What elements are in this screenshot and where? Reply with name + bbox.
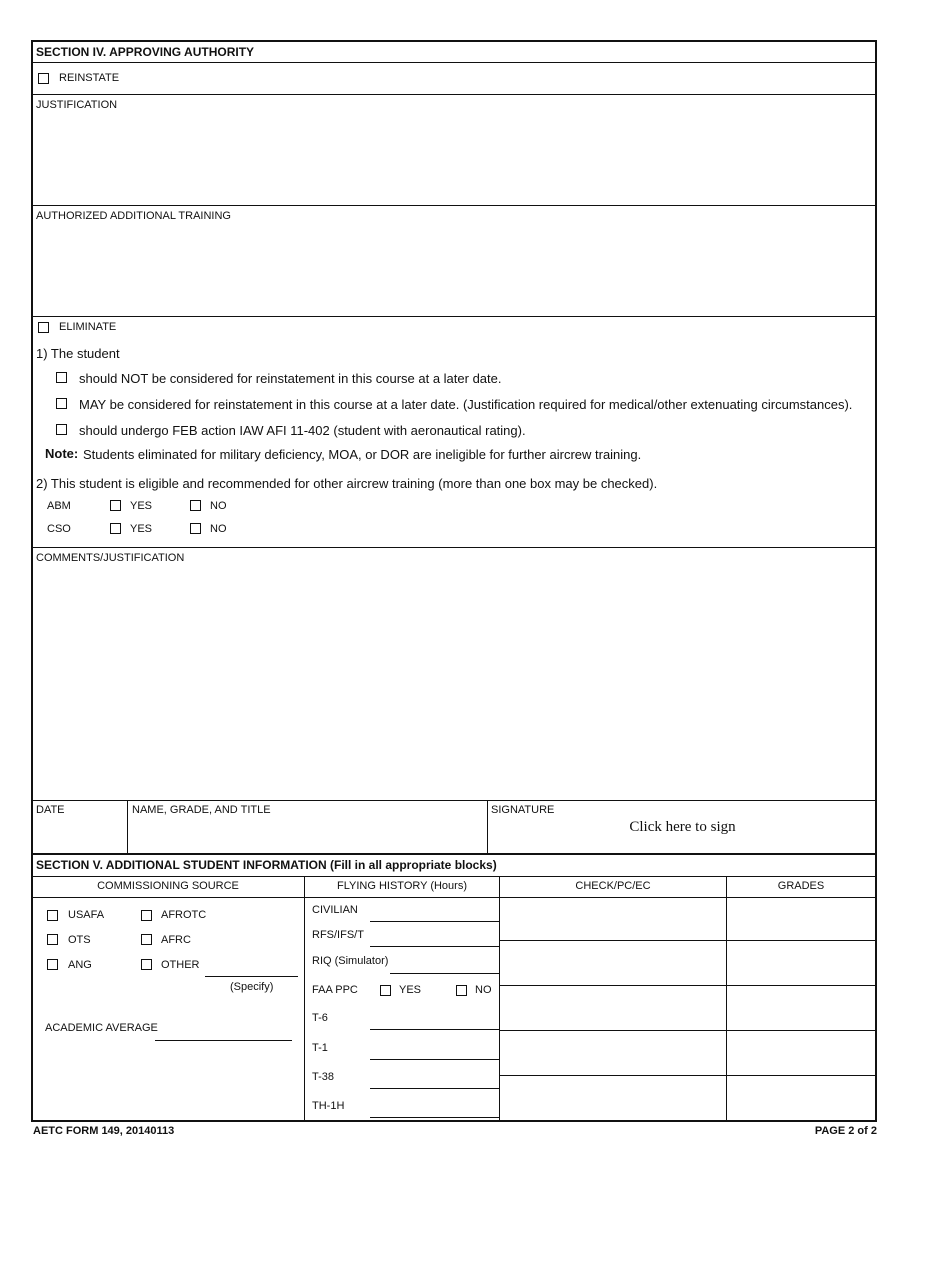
divider	[31, 62, 877, 63]
divider	[31, 94, 877, 95]
faa-ppc-no-checkbox[interactable]	[456, 985, 467, 996]
afrotc-label: AFROTC	[161, 909, 207, 921]
reinstate-label: REINSTATE	[59, 72, 120, 84]
cso-yes-label: YES	[130, 523, 153, 535]
section-v-title: SECTION V. ADDITIONAL STUDENT INFORMATION (Fill in all appropriate blocks)	[36, 858, 497, 872]
afrotc-checkbox[interactable]	[141, 910, 152, 921]
divider	[487, 800, 488, 853]
justification-field[interactable]	[33, 113, 875, 203]
divider	[31, 547, 877, 548]
divider	[31, 205, 877, 206]
ots-label: OTS	[68, 934, 91, 946]
th1h-input[interactable]	[370, 1117, 499, 1118]
specify-label: (Specify)	[230, 981, 274, 993]
civilian-input[interactable]	[370, 921, 499, 922]
divider	[31, 876, 877, 877]
t1-input[interactable]	[370, 1059, 499, 1060]
riq-simulator-label: RIQ (Simulator)	[312, 955, 389, 967]
col-flying-history: FLYING HISTORY (Hours)	[337, 880, 467, 892]
form-id: AETC FORM 149, 20140113	[33, 1125, 175, 1137]
usafa-label: USAFA	[68, 909, 105, 921]
academic-average-input[interactable]	[155, 1040, 292, 1041]
divider	[31, 316, 877, 317]
authorized-training-label: AUTHORIZED ADDITIONAL TRAINING	[36, 210, 231, 222]
abm-yes-checkbox[interactable]	[110, 500, 121, 511]
academic-average-label: ACADEMIC AVERAGE	[45, 1022, 158, 1034]
divider	[499, 1075, 877, 1076]
eliminate-checkbox[interactable]	[38, 322, 49, 333]
comments-label: COMMENTS/JUSTIFICATION	[36, 552, 185, 564]
note-text: Students eliminated for military deficiency, MOA, or DOR are ineligible for further aircrew training.	[83, 447, 642, 462]
col-commissioning-source: COMMISSIONING SOURCE	[97, 880, 239, 892]
abm-no-label: NO	[210, 500, 227, 512]
option-may-reinstate-checkbox[interactable]	[56, 398, 67, 409]
justification-label: JUSTIFICATION	[36, 99, 118, 111]
t6-label: T-6	[312, 1012, 328, 1024]
name-grade-title-label: NAME, GRADE, AND TITLE	[132, 804, 271, 816]
option-not-reinstate-label: should NOT be considered for reinstatement in this course at a later date.	[79, 371, 502, 386]
afrc-checkbox[interactable]	[141, 934, 152, 945]
date-label: DATE	[36, 804, 65, 816]
divider	[499, 876, 500, 1122]
divider	[127, 800, 128, 853]
faa-ppc-yes-label: YES	[399, 984, 422, 996]
name-grade-title-field[interactable]	[130, 818, 485, 851]
item2-heading: 2) This student is eligible and recommended for other aircrew training (more than one box may be checked).	[36, 476, 658, 491]
rfs-ifs-t-input[interactable]	[370, 946, 499, 947]
t38-input[interactable]	[370, 1088, 499, 1089]
other-checkbox[interactable]	[141, 959, 152, 970]
abm-no-checkbox[interactable]	[190, 500, 201, 511]
cso-yes-checkbox[interactable]	[110, 523, 121, 534]
date-field[interactable]	[33, 818, 125, 851]
authorized-training-field[interactable]	[33, 224, 875, 314]
option-may-reinstate-label: MAY be considered for reinstatement in this course at a later date. (Justification required for medical/other extenuating circumstances).	[79, 397, 853, 412]
col-check-pc-ec: CHECK/PC/EC	[575, 880, 651, 892]
afrc-label: AFRC	[161, 934, 191, 946]
divider	[499, 1030, 877, 1031]
ang-label: ANG	[68, 959, 92, 971]
item1-heading: 1) The student	[36, 346, 120, 361]
civilian-label: CIVILIAN	[312, 904, 358, 916]
comments-field[interactable]	[33, 566, 875, 798]
note-label: Note:	[45, 446, 79, 461]
option-not-reinstate-checkbox[interactable]	[56, 372, 67, 383]
riq-simulator-input[interactable]	[390, 973, 499, 974]
faa-ppc-label: FAA PPC	[312, 984, 358, 996]
t6-input[interactable]	[370, 1029, 499, 1030]
cso-no-label: NO	[210, 523, 227, 535]
faa-ppc-yes-checkbox[interactable]	[380, 985, 391, 996]
option-feb-action-label: should undergo FEB action IAW AFI 11-402 (student with aeronautical rating).	[79, 423, 526, 438]
rfs-ifs-t-label: RFS/IFS/T	[312, 929, 364, 941]
eliminate-label: ELIMINATE	[59, 321, 117, 333]
signature-label: SIGNATURE	[491, 804, 555, 816]
page-number: PAGE 2 of 2	[814, 1125, 877, 1137]
divider	[31, 897, 877, 898]
section-divider	[31, 853, 877, 855]
divider	[726, 876, 727, 1122]
abm-label: ABM	[47, 500, 71, 512]
signature-button[interactable]: Click here to sign	[629, 819, 736, 835]
option-feb-action-checkbox[interactable]	[56, 424, 67, 435]
cso-label: CSO	[47, 523, 71, 535]
other-label: OTHER	[161, 959, 200, 971]
divider	[499, 940, 877, 941]
t38-label: T-38	[312, 1071, 335, 1083]
divider	[499, 985, 877, 986]
section-iv-title: SECTION IV. APPROVING AUTHORITY	[36, 45, 255, 59]
other-specify-input[interactable]	[205, 976, 298, 977]
divider	[31, 800, 877, 801]
ots-checkbox[interactable]	[47, 934, 58, 945]
usafa-checkbox[interactable]	[47, 910, 58, 921]
divider	[304, 876, 305, 1122]
abm-yes-label: YES	[130, 500, 153, 512]
reinstate-checkbox[interactable]	[38, 73, 49, 84]
cso-no-checkbox[interactable]	[190, 523, 201, 534]
th1h-label: TH-1H	[312, 1100, 345, 1112]
ang-checkbox[interactable]	[47, 959, 58, 970]
t1-label: T-1	[312, 1042, 328, 1054]
col-grades: GRADES	[777, 880, 825, 892]
faa-ppc-no-label: NO	[475, 984, 492, 996]
